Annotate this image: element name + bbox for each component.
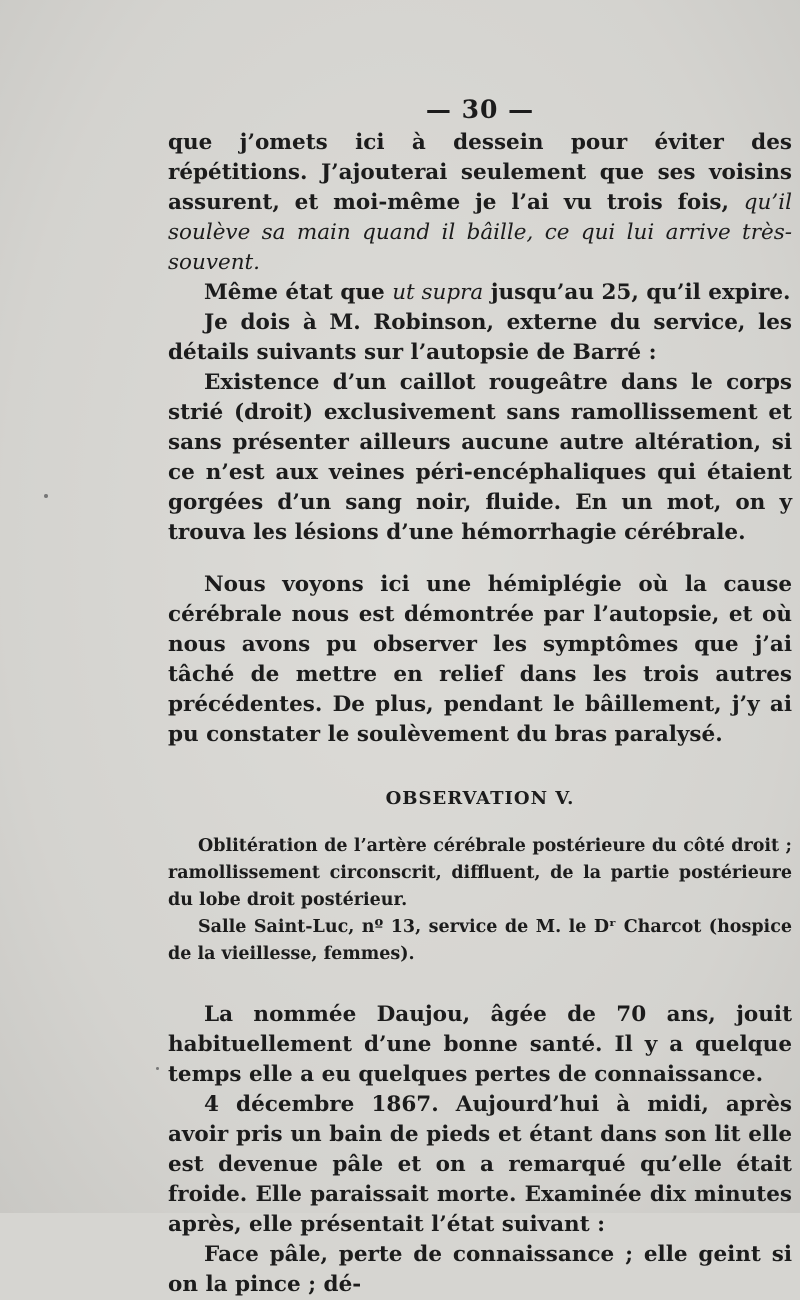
- page-content: [168, 95, 792, 1300]
- paragraph-5: Nous voyons ici une hémiplégie où la cause cérébrale nous est démontrée par l’autopsie, et où nous avons pu observer les symptômes que j’ai tâché de mettre en relief dans les trois autres précédentes. De plus, pendant le bâillement, j’y ai pu constater le soulèvement du bras paralysé.: [168, 572, 792, 747]
- observation-title: OBSERVATION V.: [385, 788, 575, 809]
- summary-lesion: Oblitération de l’artère cérébrale postérieure du côté droit ; ramollissement circonscrit, diffluent, de la partie postérieure du lobe droit postérieur.: [168, 836, 792, 910]
- summary-ward: Salle Saint-Luc, nº 13, service de M. le Dʳ Charcot (hospice de la vieillesse, femmes).: [168, 917, 792, 964]
- section-gap: [168, 548, 792, 570]
- paragraph-3: Je dois à M. Robinson, externe du service, les détails suivants sur l’autopsie de Barré :: [168, 310, 792, 365]
- paragraph-1-italic: qu’il soulève sa main quand il bâille, ce qui lui arrive très-souvent.: [168, 190, 792, 275]
- paragraph-1-text: que j’omets ici à dessein pour éviter des répétitions. J’ajouterai seulement que ses voisins assurent, et moi-même je l’ai vu trois fois,: [168, 130, 792, 215]
- paragraph-2-text-a: Même état que: [204, 280, 393, 305]
- paragraph-8: Face pâle, perte de connaissance ; elle geint si on la pince ; dé-: [168, 1242, 792, 1297]
- paragraph-2: [168, 278, 792, 308]
- paragraph-7: 4 décembre 1867. Aujourd’hui à midi, après avoir pris un bain de pieds et étant dans son lit elle est devenue pâle et on a remarqué qu’elle était froide. Elle paraissait morte. Examinée dix minutes après, elle présentait l’état suivant :: [168, 1092, 792, 1237]
- page-number: — 30 —: [425, 95, 535, 124]
- paragraph-2-italic: ut supra: [392, 280, 484, 305]
- paragraph-1: [168, 128, 792, 278]
- paragraph-6: La nommée Daujou, âgée de 70 ans, jouit habituellement d’une bonne santé. Il y a quelque temps elle a eu quelques pertes de connaissance.: [168, 1002, 792, 1087]
- ink-spot: [156, 1067, 159, 1070]
- ink-spot: [44, 494, 48, 498]
- paragraph-4: Existence d’un caillot rougeâtre dans le corps strié (droit) exclusivement sans ramollissement et sans présenter ailleurs aucune autre altération, si ce n’est aux veines péri-encéphaliques qui étaient gorgées d’un sang noir, fluide. En un mot, on y trouva les lésions d’une hémorrhagie cérébrale.: [168, 370, 792, 545]
- paragraph-2-text-b: jusqu’au 25, qu’il expire.: [483, 280, 791, 305]
- observation-summary: [168, 833, 792, 968]
